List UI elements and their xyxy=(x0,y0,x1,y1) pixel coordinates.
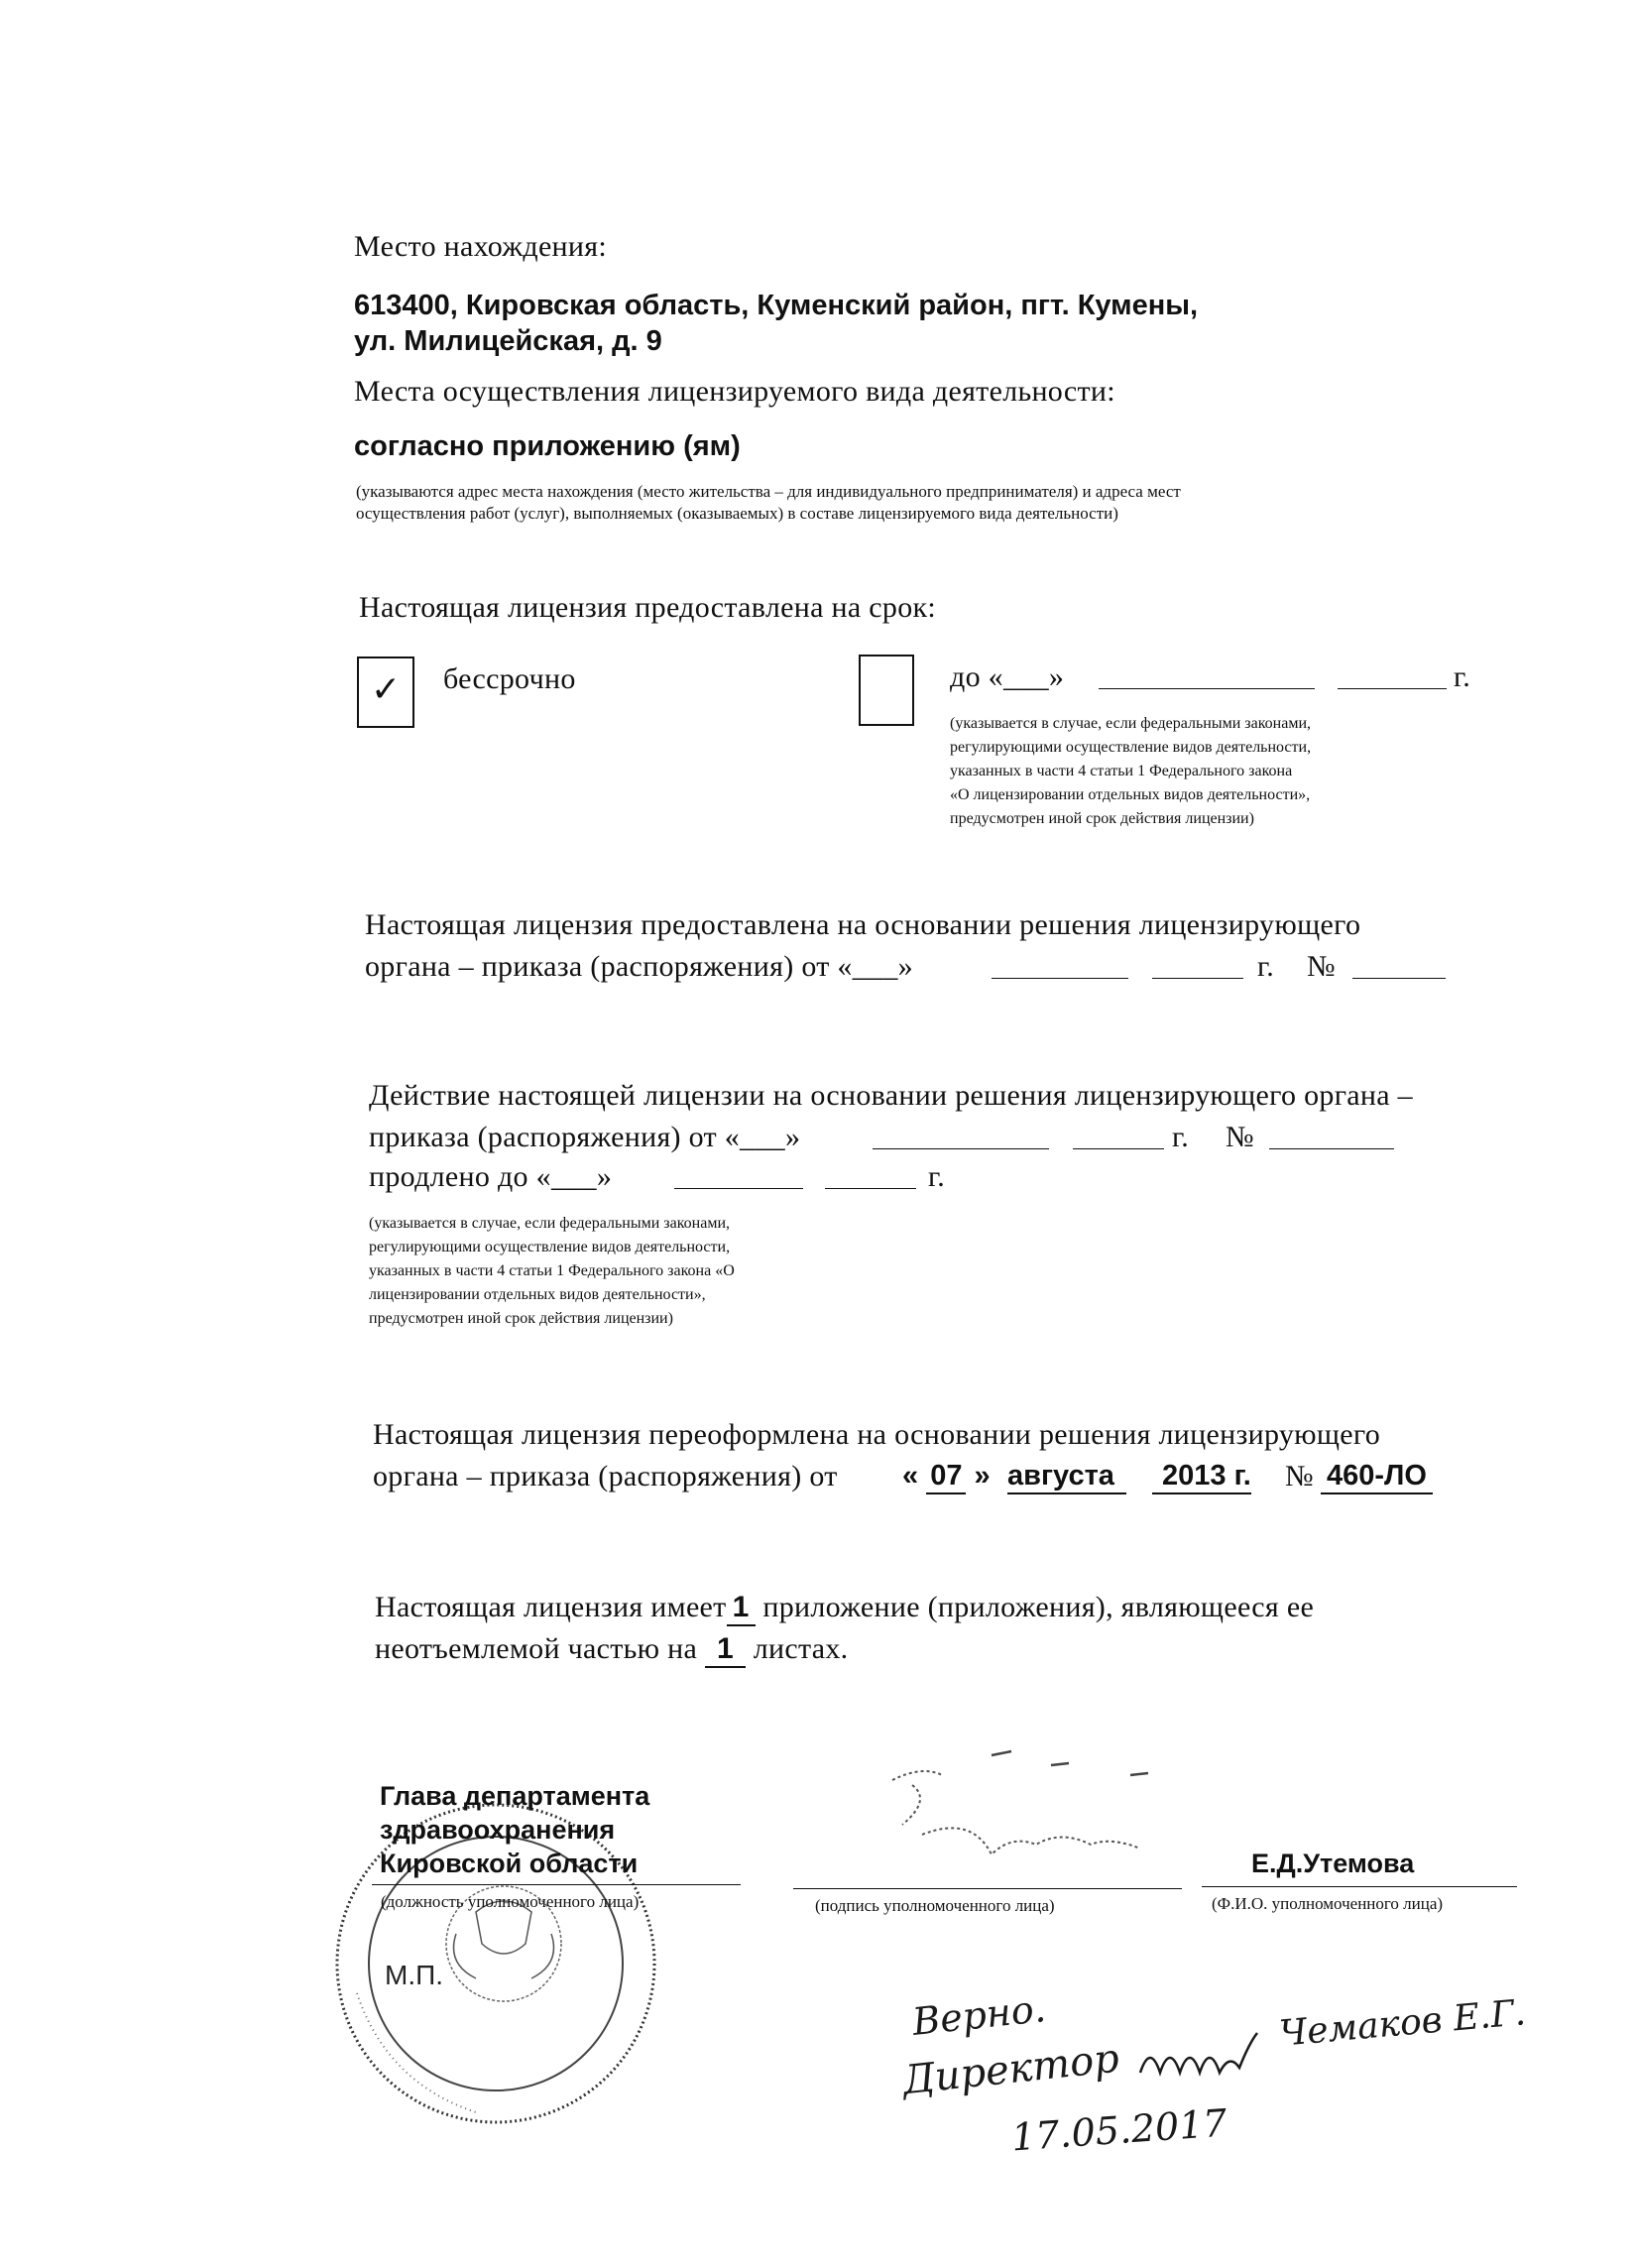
appendix-line2-prefix: неотъемлемой частью на xyxy=(375,1632,698,1665)
grant-basis-line-1: Настоящая лицензия предоставлена на основании решения лицензирующего xyxy=(365,908,1361,941)
extended-year-blank xyxy=(825,1188,916,1189)
certification-line-1: Верно. xyxy=(910,1986,1048,2044)
signature-underline xyxy=(793,1888,1182,1889)
appendix-count: 1 xyxy=(727,1591,756,1626)
position-line-2: здравоохранения xyxy=(380,1815,616,1845)
extended-month-blank xyxy=(674,1188,803,1189)
grant-number-label: № xyxy=(1307,950,1336,983)
name-underline xyxy=(1202,1886,1517,1887)
certification-date: 17.05.2017 xyxy=(1009,2100,1228,2160)
name-caption: (Ф.И.О. уполномоченного лица) xyxy=(1212,1894,1444,1913)
grant-year-blank xyxy=(1152,978,1243,979)
extension-note-1: (указывается в случае, если федеральными законами, xyxy=(369,1215,731,1232)
checkmark-icon: ✓ xyxy=(371,669,402,710)
certification-surname: Чемаков Е.Г. xyxy=(1277,1992,1528,2055)
reissue-number-label: № xyxy=(1285,1460,1314,1492)
extension-year-blank xyxy=(1073,1148,1164,1149)
extension-line-3: продлено до «___» xyxy=(369,1160,613,1193)
position-underline xyxy=(372,1884,741,1885)
until-year-blank xyxy=(1338,688,1447,689)
reissue-line-2: органа – приказа (распоряжения) от xyxy=(373,1460,838,1492)
certification-line-2: Директор xyxy=(900,2035,1121,2104)
reissue-date-month: августа xyxy=(1007,1460,1126,1494)
until-label: до «___» xyxy=(950,660,1065,693)
position-caption: (должность уполномоченного лица) xyxy=(381,1892,640,1911)
extension-year-suffix: г. xyxy=(1172,1121,1190,1153)
grant-month-blank xyxy=(992,978,1128,979)
position-line-1: Глава департамента xyxy=(380,1781,650,1811)
term-note-3: указанных в части 4 статьи 1 Федерального закона xyxy=(950,763,1293,779)
appendix-line2-suffix: листах. xyxy=(753,1632,849,1665)
reissue-day-close-quote: » xyxy=(974,1460,991,1492)
stamp-mark: М.П. xyxy=(385,1960,444,1990)
extension-number-label: № xyxy=(1226,1121,1254,1153)
reissue-day-open-quote: « xyxy=(902,1460,919,1492)
grant-number-blank xyxy=(1352,978,1446,979)
official-seal-stamp xyxy=(327,1795,664,2132)
appendix-suffix: приложение (приложения), являющееся ее xyxy=(762,1591,1315,1623)
reissue-number: 460-ЛО xyxy=(1321,1460,1433,1494)
handwritten-signature xyxy=(853,1745,1190,1894)
extension-line-2: приказа (распоряжения) от «___» xyxy=(369,1121,801,1153)
extension-note-4: лицензировании отдельных видов деятельности», xyxy=(369,1286,706,1303)
extended-year-suffix: г. xyxy=(928,1160,946,1193)
unlimited-checkbox xyxy=(357,657,414,728)
extension-month-blank xyxy=(873,1148,1049,1149)
extension-note-2: регулирующими осуществление видов деятельности, xyxy=(369,1239,731,1255)
address-line-2: ул. Милицейская, д. 9 xyxy=(354,325,662,357)
activity-places-label: Места осуществления лицензируемого вида деятельности: xyxy=(354,375,1115,408)
until-date-checkbox xyxy=(859,655,914,726)
activity-places-note-2: осуществления работ (услуг), выполняемых (оказываемых) в составе лицензируемого вида деятельности) xyxy=(356,504,1118,523)
appendix-prefix: Настоящая лицензия имеет xyxy=(375,1591,727,1623)
until-month-blank xyxy=(1099,688,1315,689)
reissue-date-month-wrap xyxy=(1007,1460,1126,1494)
reissue-line-1: Настоящая лицензия переоформлена на основании решения лицензирующего xyxy=(373,1418,1381,1451)
position-line-3: Кировской области xyxy=(380,1849,639,1878)
extension-line-1: Действие настоящей лицензии на основании решения лицензирующего органа – xyxy=(369,1079,1413,1112)
reissue-date-day xyxy=(902,1460,991,1494)
grant-year-suffix: г. xyxy=(1257,950,1275,983)
signature-caption: (подпись уполномоченного лица) xyxy=(815,1896,1055,1915)
activity-places-note-1: (указываются адрес места нахождения (место жительства – для индивидуального предпринимателя) и адреса мест xyxy=(356,482,1181,501)
term-label: Настоящая лицензия предоставлена на срок: xyxy=(359,591,937,624)
until-year-suffix: г. xyxy=(1454,660,1471,693)
appendix-line-2 xyxy=(375,1632,848,1668)
certification-signature xyxy=(1130,2023,1269,2102)
activity-places-value: согласно приложению (ям) xyxy=(354,430,741,462)
address-line-1: 613400, Кировская область, Куменский район, пгт. Кумены, xyxy=(354,290,1199,321)
reissue-date-year-wrap xyxy=(1152,1460,1251,1494)
term-note-5: предусмотрен иной срок действия лицензии) xyxy=(950,810,1254,827)
term-note-2: регулирующими осуществление видов деятельности, xyxy=(950,739,1312,756)
appendix-sheets: 1 xyxy=(705,1632,746,1668)
authorized-name: Е.Д.Утемова xyxy=(1251,1849,1415,1878)
reissue-number-wrap xyxy=(1321,1460,1433,1494)
location-label: Место нахождения: xyxy=(354,230,608,263)
appendix-line-1 xyxy=(375,1591,1314,1626)
reissue-date-year: 2013 г. xyxy=(1152,1460,1251,1494)
grant-basis-line-2: органа – приказа (распоряжения) от «___» xyxy=(365,950,913,983)
extension-note-5: предусмотрен иной срок действия лицензии) xyxy=(369,1310,673,1327)
reissue-day-value: 07 xyxy=(926,1460,966,1494)
extension-note-3: указанных в части 4 статьи 1 Федерального закона «О xyxy=(369,1262,735,1279)
extension-number-blank xyxy=(1269,1148,1394,1149)
term-note-4: «О лицензировании отдельных видов деятельности», xyxy=(950,786,1311,803)
unlimited-label: бессрочно xyxy=(443,662,576,695)
term-note-1: (указывается в случае, если федеральными законами, xyxy=(950,715,1312,732)
